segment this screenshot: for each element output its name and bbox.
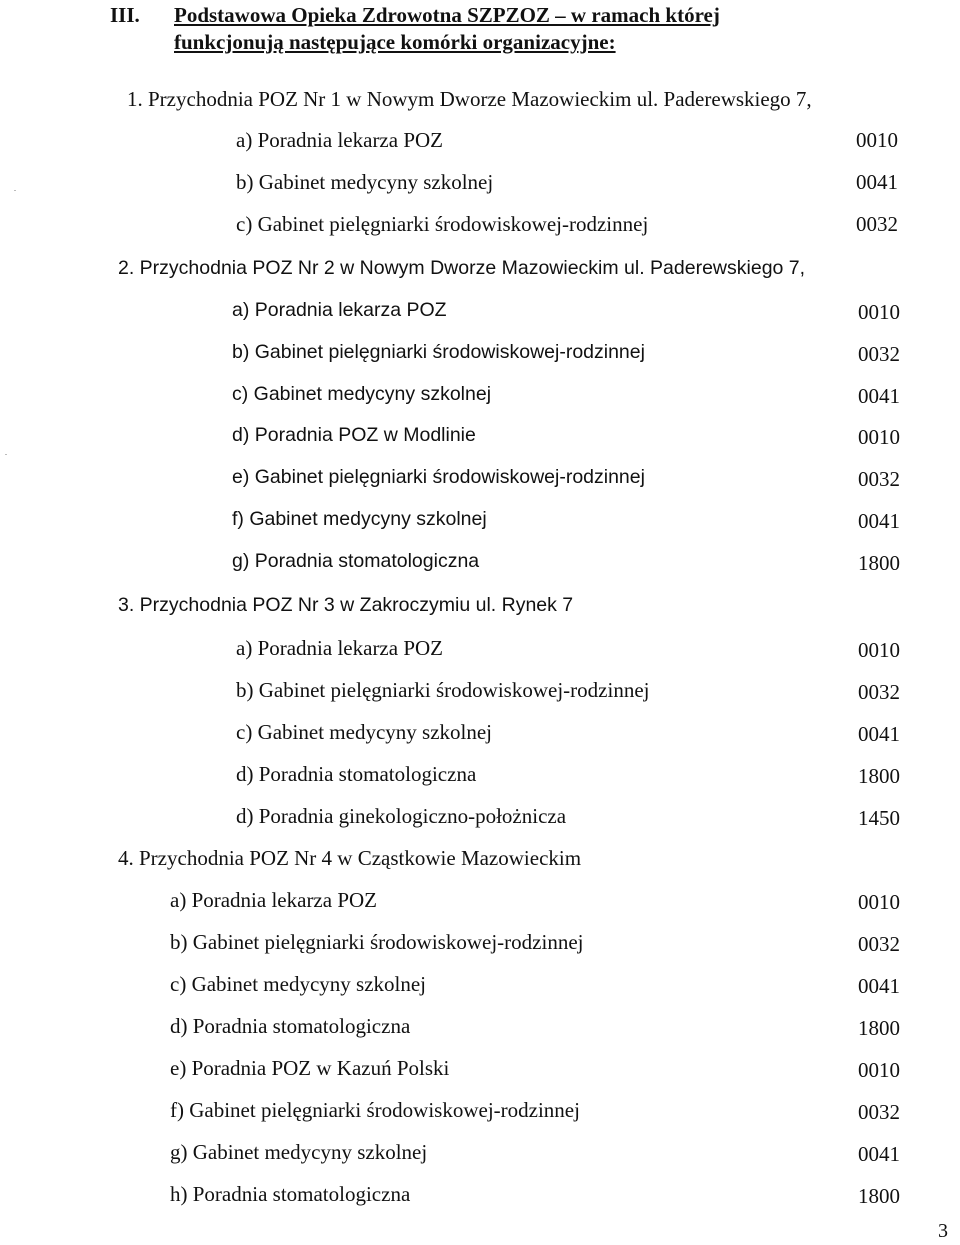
- clinic-4-unit-c-code: 0041: [858, 974, 900, 998]
- clinic-2-unit-e-code: 0032: [858, 467, 900, 491]
- clinic-2-unit-a-code: 0010: [858, 300, 900, 324]
- clinic-4-unit-c: c) Gabinet medycyny szkolnej: [170, 972, 426, 996]
- clinic-1-unit-b-code: 0041: [856, 170, 898, 194]
- page-number: 3: [938, 1220, 948, 1242]
- clinic-2-unit-d-code: 0010: [858, 425, 900, 449]
- clinic-3-unit-b-code: 0032: [858, 680, 900, 704]
- clinic-2-unit-e: e) Gabinet pielęgniarki środowiskowej-rodzinnej: [232, 466, 645, 488]
- clinic-4-unit-g: g) Gabinet medycyny szkolnej: [170, 1140, 428, 1164]
- clinic-4-unit-e: e) Poradnia POZ w Kazuń Polski: [170, 1056, 450, 1080]
- clinic-2-unit-d: d) Poradnia POZ w Modlinie: [232, 424, 476, 446]
- clinic-2-title: 2. Przychodnia POZ Nr 2 w Nowym Dworze Mazowieckim ul. Paderewskiego 7,: [118, 257, 806, 279]
- clinic-3-unit-d: d) Poradnia stomatologiczna: [236, 762, 477, 786]
- clinic-4-unit-h: h) Poradnia stomatologiczna: [170, 1182, 411, 1206]
- clinic-3-unit-c: c) Gabinet medycyny szkolnej: [236, 720, 492, 744]
- clinic-3-title: 3. Przychodnia POZ Nr 3 w Zakroczymiu ul. Rynek 7: [118, 594, 574, 616]
- clinic-4-unit-a-code: 0010: [858, 890, 900, 914]
- clinic-4-unit-a: a) Poradnia lekarza POZ: [170, 888, 377, 912]
- scan-speck: [14, 190, 16, 191]
- clinic-3-unit-d-code: 1800: [858, 764, 900, 788]
- clinic-1-unit-a: a) Poradnia lekarza POZ: [236, 128, 443, 152]
- clinic-3-unit-a: a) Poradnia lekarza POZ: [236, 636, 443, 660]
- section-title-line2: funkcjonują następujące komórki organizacyjne:: [174, 30, 616, 54]
- clinic-4-unit-b: b) Gabinet pielęgniarki środowiskowej-rodzinnej: [170, 930, 584, 954]
- clinic-4-unit-h-code: 1800: [858, 1184, 900, 1208]
- clinic-2-unit-c-code: 0041: [858, 384, 900, 408]
- clinic-1-unit-a-code: 0010: [856, 128, 898, 152]
- clinic-4-unit-g-code: 0041: [858, 1142, 900, 1166]
- clinic-2-unit-b: b) Gabinet pielęgniarki środowiskowej-rodzinnej: [232, 341, 645, 363]
- clinic-2-unit-b-code: 0032: [858, 342, 900, 366]
- clinic-1-unit-c-code: 0032: [856, 212, 898, 236]
- section-number: III.: [110, 3, 140, 27]
- clinic-3-unit-e-code: 1450: [858, 806, 900, 830]
- clinic-1-unit-c: c) Gabinet pielęgniarki środowiskowej-rodzinnej: [236, 212, 649, 236]
- clinic-4-unit-f: f) Gabinet pielęgniarki środowiskowej-rodzinnej: [170, 1098, 580, 1122]
- clinic-2-unit-c: c) Gabinet medycyny szkolnej: [232, 383, 492, 405]
- clinic-4-unit-d-code: 1800: [858, 1016, 900, 1040]
- clinic-2-unit-f: f) Gabinet medycyny szkolnej: [232, 508, 487, 530]
- clinic-1-title: 1. Przychodnia POZ Nr 1 w Nowym Dworze Mazowieckim ul. Paderewskiego 7,: [127, 87, 812, 111]
- section-title-line1: Podstawowa Opieka Zdrowotna SZPZOZ – w ramach której: [174, 3, 720, 27]
- clinic-2-unit-f-code: 0041: [858, 509, 900, 533]
- clinic-1-unit-b: b) Gabinet medycyny szkolnej: [236, 170, 494, 194]
- clinic-3-unit-c-code: 0041: [858, 722, 900, 746]
- clinic-2-unit-g-code: 1800: [858, 551, 900, 575]
- clinic-4-unit-f-code: 0032: [858, 1100, 900, 1124]
- clinic-2-unit-g: g) Poradnia stomatologiczna: [232, 550, 480, 572]
- clinic-4-title: 4. Przychodnia POZ Nr 4 w Cząstkowie Mazowieckim: [118, 846, 582, 870]
- clinic-2-unit-a: a) Poradnia lekarza POZ: [232, 299, 447, 321]
- scan-speck: [5, 454, 7, 455]
- clinic-3-unit-a-code: 0010: [858, 638, 900, 662]
- clinic-4-unit-b-code: 0032: [858, 932, 900, 956]
- clinic-4-unit-d: d) Poradnia stomatologiczna: [170, 1014, 411, 1038]
- clinic-3-unit-b: b) Gabinet pielęgniarki środowiskowej-rodzinnej: [236, 678, 650, 702]
- clinic-3-unit-e: d) Poradnia ginekologiczno-położnicza: [236, 804, 567, 828]
- clinic-4-unit-e-code: 0010: [858, 1058, 900, 1082]
